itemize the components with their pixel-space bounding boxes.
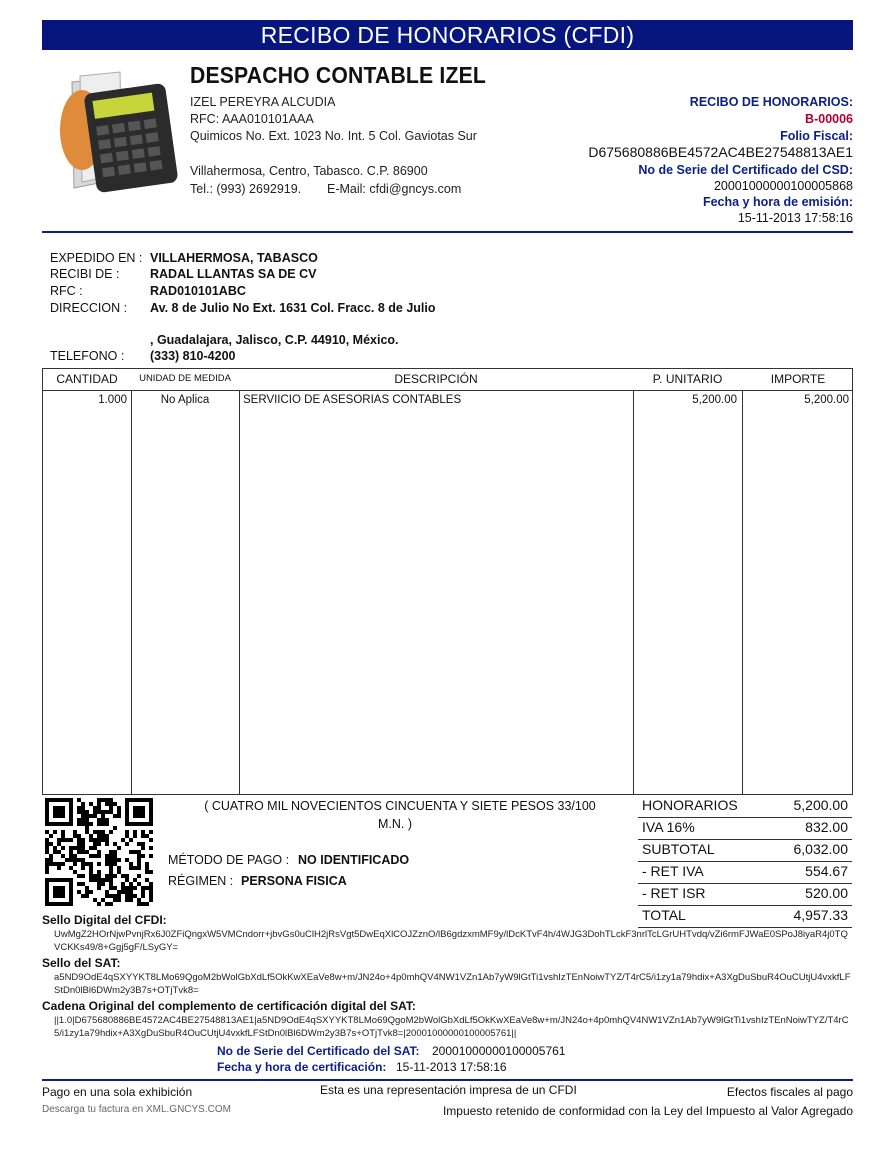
column-divider xyxy=(742,390,743,794)
telefono-label: TELEFONO : xyxy=(50,349,125,363)
company-name: DESPACHO CONTABLE IZEL xyxy=(190,62,486,88)
total-row-honorarios xyxy=(638,795,852,817)
items-table xyxy=(42,368,853,795)
sat-seal-title: Sello del SAT: xyxy=(42,956,121,970)
header-importe: IMPORTE xyxy=(770,372,826,386)
total-label: HONORARIOS xyxy=(642,797,738,813)
footer-tax-note: Impuesto retenido de conformidad con la Ley del Impuesto al Valor Agregado xyxy=(442,1104,853,1118)
receipt-title: RECIBO DE HONORARIOS: xyxy=(689,95,853,109)
total-label: TOTAL xyxy=(642,907,686,923)
recibi-label: RECIBI DE : xyxy=(50,267,120,281)
total-label: IVA 16% xyxy=(642,819,695,835)
cadena-original: ||1.0|D675680886BE4572AC4BE27548813AE1|a5ND9OdE4qSXYYKT8LMo69QgoM2bWolGbXdLf5OkKwXEaVe8w+m/JN24o+4p0mhQV4NW1VZn1Ab7yW9lGtTi1vshIzTEnNoiwTYZ/T4rC5/i1zy1a79hdix+A3XgDuSbuR4OuCUtjU4vxkfLFStDn0lBl6DWm2y3B7s+OTjTvk8=|20001000000100005761|| xyxy=(54,1015,849,1039)
row-unidad: No Aplica xyxy=(160,394,210,406)
company-owner: IZEL PEREYRA ALCUDIA xyxy=(190,95,336,109)
total-value: 5,200.00 xyxy=(793,797,848,813)
sat-seal: a5ND9OdE4qSXYYKT8LMo69QgoM2bWolGbXdLf5OkKwXEaVe8w+m/JN24o+4p0mhQV4NW1VZn1Ab7yW9lGtTi1vshIzTEnNoiwTYZ/T4rC5/i1zy1a79hdix+A3XgDuSbuR4OuCUtjU4vxkfLFStDn0lBl6DWm2y3B7s+OTjTvk8= xyxy=(54,972,851,996)
header-descripcion: DESCRIPCIÓN xyxy=(394,372,478,386)
csd-label: No de Serie del Certificado del CSD: xyxy=(638,163,853,177)
footer-payment-note: Pago en una sola exhibición xyxy=(42,1085,193,1099)
regimen-value: PERSONA FISICA xyxy=(241,874,347,888)
total-value: 520.00 xyxy=(805,885,848,901)
regimen-label: RÉGIMEN : xyxy=(168,874,234,888)
telefono-value: (333) 810-4200 xyxy=(150,349,236,363)
total-label: - RET IVA xyxy=(642,863,704,879)
sat-cert-number: 20001000000100005761 xyxy=(432,1044,566,1058)
footer-fiscal-effects: Efectos fiscales al pago xyxy=(726,1085,853,1099)
row-importe: 5,200.00 xyxy=(804,394,849,406)
direccion-line1: Av. 8 de Julio No Ext. 1631 Col. Fracc. 8 de Julio xyxy=(150,301,436,315)
metodo-pago-label: MÉTODO DE PAGO : xyxy=(168,853,290,867)
header-cantidad: CANTIDAD xyxy=(56,372,118,386)
cert-date: 15-11-2013 17:58:16 xyxy=(396,1060,507,1074)
recibi-value: RADAL LLANTAS SA DE CV xyxy=(150,267,317,281)
cfdi-seal: UwMgZ2HOrNjwPvnjRx6J0ZFiQngxW5VMCndorr+jbvGs0uClH2jRsVgt5DwEqXlCOJZznO/lB6gdzxmMF9y/lDcKTvF4h/4WJG3DohTLckF3nrlTcLGrUHTvdq/vZi6rmFJWaE0SPoJ8iyaR4j0TQVCKKs49/8+Ggj5gF/LSyGY= xyxy=(54,929,848,953)
cfdi-seal-title: Sello Digital del CFDI: xyxy=(42,913,167,927)
total-row-subtotal xyxy=(638,839,852,861)
total-row-iva xyxy=(638,817,852,839)
client-rfc-value: RAD010101ABC xyxy=(150,284,246,298)
row-p-unitario: 5,200.00 xyxy=(692,394,737,406)
total-row-ret-iva xyxy=(638,861,852,883)
folio-label: Folio Fiscal: xyxy=(780,129,853,143)
total-value: 6,032.00 xyxy=(793,841,848,857)
column-divider xyxy=(633,390,634,794)
total-value: 4,957.33 xyxy=(793,907,848,923)
row-descripcion: SERVIICIO DE ASESORIAS CONTABLES xyxy=(243,394,462,406)
total-label: SUBTOTAL xyxy=(642,841,715,857)
footer-divider xyxy=(42,1079,853,1081)
emission-date-label: Fecha y hora de emisión: xyxy=(702,195,853,209)
expedido-label: EXPEDIDO EN : xyxy=(50,251,143,265)
direccion-label: DIRECCION : xyxy=(50,301,128,315)
total-value: 832.00 xyxy=(805,819,848,835)
column-divider xyxy=(131,390,132,794)
calculator-logo xyxy=(52,70,182,195)
header-divider xyxy=(42,231,853,233)
client-rfc-label: RFC : xyxy=(50,284,83,298)
cadena-original-title: Cadena Original del complemento de certificación digital del SAT: xyxy=(42,999,416,1013)
amount-in-words-currency: M.N. ) xyxy=(377,817,413,831)
footer-cfdi-note: Esta es una representación impresa de un CFDI xyxy=(320,1083,577,1097)
direccion-line2: , Guadalajara, Jalisco, C.P. 44910, México. xyxy=(150,333,399,347)
expedido-value: VILLAHERMOSA, TABASCO xyxy=(150,251,318,265)
amount-in-words: ( CUATRO MIL NOVECIENTOS CINCUENTA Y SIETE PESOS 33/100 xyxy=(204,799,596,813)
header-unidad: UNIDAD DE MEDIDA xyxy=(139,373,231,384)
column-divider xyxy=(239,390,240,794)
company-email: E-Mail: cfdi@gncys.com xyxy=(327,182,462,196)
csd-number: 20001000000100005868 xyxy=(713,179,853,193)
cert-date-label: Fecha y hora de certificación: xyxy=(217,1060,387,1074)
total-row-ret-isr xyxy=(638,883,852,905)
folio-fiscal: D675680886BE4572AC4BE27548813AE1 xyxy=(588,144,853,160)
document-banner: RECIBO DE HONORARIOS (CFDI) xyxy=(42,20,853,50)
qr-code xyxy=(45,798,153,906)
emission-date: 15-11-2013 17:58:16 xyxy=(737,211,853,225)
receipt-number: B-00006 xyxy=(805,112,853,126)
total-value: 554.67 xyxy=(805,863,848,879)
total-label: - RET ISR xyxy=(642,885,706,901)
header-p-unitario: P. UNITARIO xyxy=(652,372,723,386)
company-address: Quimicos No. Ext. 1023 No. Int. 5 Col. Gaviotas Sur xyxy=(190,129,477,143)
company-rfc: RFC: AAA010101AAA xyxy=(190,112,314,126)
row-cantidad: 1.000 xyxy=(98,394,127,406)
footer-download-note: Descarga tu factura en XML.GNCYS.COM xyxy=(42,1104,231,1115)
total-row-total xyxy=(638,905,852,927)
company-phone: Tel.: (993) 2692919. xyxy=(190,182,302,196)
sat-cert-label: No de Serie del Certificado del SAT: xyxy=(217,1044,420,1058)
company-city: Villahermosa, Centro, Tabasco. C.P. 86900 xyxy=(190,164,428,178)
metodo-pago-value: NO IDENTIFICADO xyxy=(298,853,410,867)
